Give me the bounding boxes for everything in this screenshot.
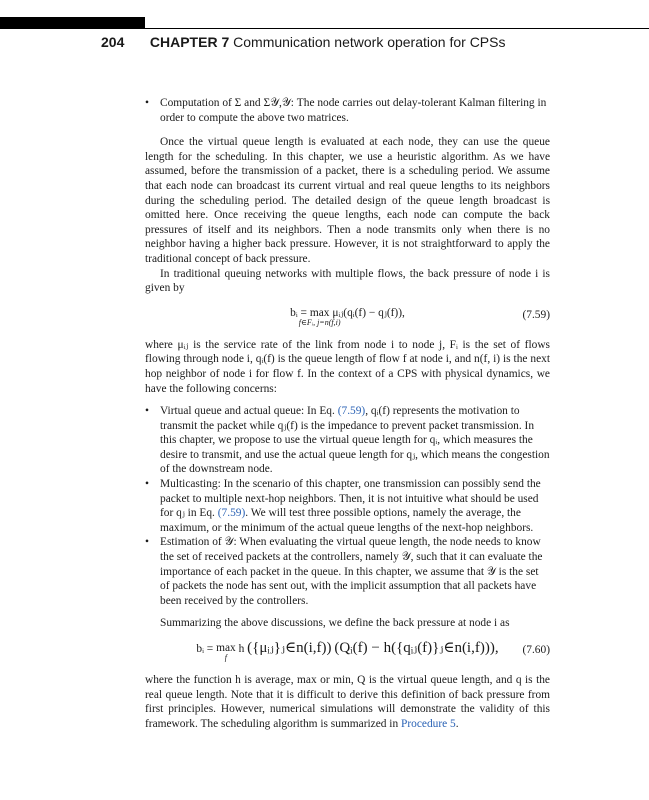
queue-difference: (Qᵢ(f) − h bbox=[334, 640, 392, 656]
header-bar bbox=[0, 17, 145, 29]
running-head bbox=[101, 34, 505, 50]
paragraph-back-pressure-intro: In traditional queuing networks with multiple flows, the back pressure of node i is given by bbox=[145, 267, 550, 295]
bullet-virtual-queue bbox=[145, 404, 550, 477]
max-label: max bbox=[216, 642, 236, 654]
equation-lhs: bᵢ = bbox=[290, 306, 307, 319]
paragraph-scheduling: Once the virtual queue length is evaluated at each node, they can use the queue length for the scheduling. In this chapter, we use a heuristic algorithm. As we have assumed, before the transmission of a packet, there is a scheduling period. We assume that each node can broadcast its current virtual and real queue lengths to its neighbors during the scheduling period. The detailed design of the queue length broadcast is omitted here. Once receiving the queue lengths, each node can compute the back pressures of itself and its neighbors. Then a node transmits only when there is no neighbor having a higher back pressure. However, it is not straightforward to apply the traditional concept of back pressure. bbox=[145, 136, 550, 265]
equation-rhs: μᵢⱼ(qᵢ(f) − qⱼ(f)), bbox=[332, 306, 405, 319]
bullet-computation bbox=[145, 96, 550, 125]
bullet-text: Estimation of 𝒴: When evaluating the virtual queue length, the node needs to know the set of received packets at the controllers, namely 𝒴, such that it can evaluate the importance of each packet in the queue. In this chapter, we assume that 𝒴 is the set of packets the node has sent out, with the implicit assumption that all packets have been received by the controllers. bbox=[160, 536, 543, 607]
equation-number: (7.59) bbox=[522, 308, 550, 321]
bullet-text: Virtual queue and actual queue: In Eq. bbox=[160, 405, 338, 418]
procedure-link[interactable]: Procedure 5 bbox=[401, 717, 456, 730]
bullet-text-cont: . We will test three possible options, namely the average, the maximum, or the minimum of the actual queue lengths of the next-hop neighbors. bbox=[160, 507, 534, 534]
queue-set: ({qᵢⱼ(f)}ⱼ∈n(i,f)) bbox=[391, 640, 490, 656]
max-label: max bbox=[309, 306, 330, 319]
bullet-multicasting bbox=[145, 477, 550, 535]
function-h: h bbox=[238, 643, 245, 655]
chapter-label: CHAPTER 7 bbox=[149, 34, 230, 50]
service-rate-set: ({μᵢⱼ}ⱼ∈n(i,f)) bbox=[247, 640, 332, 656]
paragraph-summary: Summarizing the above discussions, we define the back pressure at node i as bbox=[160, 617, 510, 630]
equation-close: ), bbox=[489, 640, 499, 656]
equation-7-60 bbox=[145, 637, 550, 671]
equation-7-59 bbox=[145, 302, 550, 336]
bullet-marker: • bbox=[145, 405, 149, 418]
conclusion-text: where the function h is average, max or min, Q is the virtual queue length, and q is the real queue length. Note that it is difficult to derive this definition of back pressure from first principles. However, numerical simulations will demonstrate the validity of this framework. The scheduling algorithm is summarized in bbox=[145, 674, 550, 730]
equation-number: (7.60) bbox=[522, 644, 550, 656]
bullet-marker: • bbox=[145, 97, 149, 109]
page-number: 204 bbox=[101, 34, 125, 50]
bullet-text-cont: , qᵢ(f) represents the motivation to transmit the packet while qⱼ(f) is the impedance to prevent packet transmission. In this chapter, we propose to use the virtual queue length for qᵢ, which measures the desire to transmit, and use the actual queue length for qⱼ, which means the congestion of the downstream node. bbox=[160, 405, 550, 476]
header-rule bbox=[145, 28, 649, 29]
equation-link[interactable]: (7.59) bbox=[217, 507, 246, 520]
max-operator bbox=[216, 641, 236, 666]
bullet-marker: • bbox=[145, 536, 149, 549]
equation-body bbox=[145, 641, 550, 666]
bullet-text: Multicasting: In the scenario of this chapter, one transmission can possibly send the packet to multiple next-hop neighbors. Then, it is not intuitive what should be used for qⱼ in Eq. bbox=[160, 478, 541, 520]
paragraph-definitions: where μᵢⱼ is the service rate of the link from node i to node j, Fᵢ is the set of flows flowing through node i, qᵢ(f) is the queue length of flow f at node i, and n(f, i) is the next hop neighbor of node i for flow f. In the context of a CPS with physical dynamics, we have the following concerns: bbox=[145, 338, 550, 395]
conclusion-end: . bbox=[455, 717, 459, 730]
equation-link[interactable]: (7.59) bbox=[337, 405, 366, 418]
chapter-title: Communication network operation for CPSs bbox=[233, 34, 506, 50]
max-subscript: f∈Fᵢ, j=n(f,i) bbox=[298, 317, 341, 327]
equation-lhs: bᵢ = bbox=[196, 643, 214, 655]
bullet-text: Computation of Σ and Σ𝒴,𝒴: The node carries out delay-tolerant Kalman filtering in order to compute the above two matrices. bbox=[160, 97, 547, 124]
max-subscript: f bbox=[224, 653, 228, 662]
equation-body bbox=[145, 306, 550, 331]
bullet-marker: • bbox=[145, 478, 149, 491]
bullet-estimation bbox=[145, 535, 550, 608]
page-body bbox=[145, 96, 550, 731]
paragraph-conclusion bbox=[145, 673, 550, 731]
